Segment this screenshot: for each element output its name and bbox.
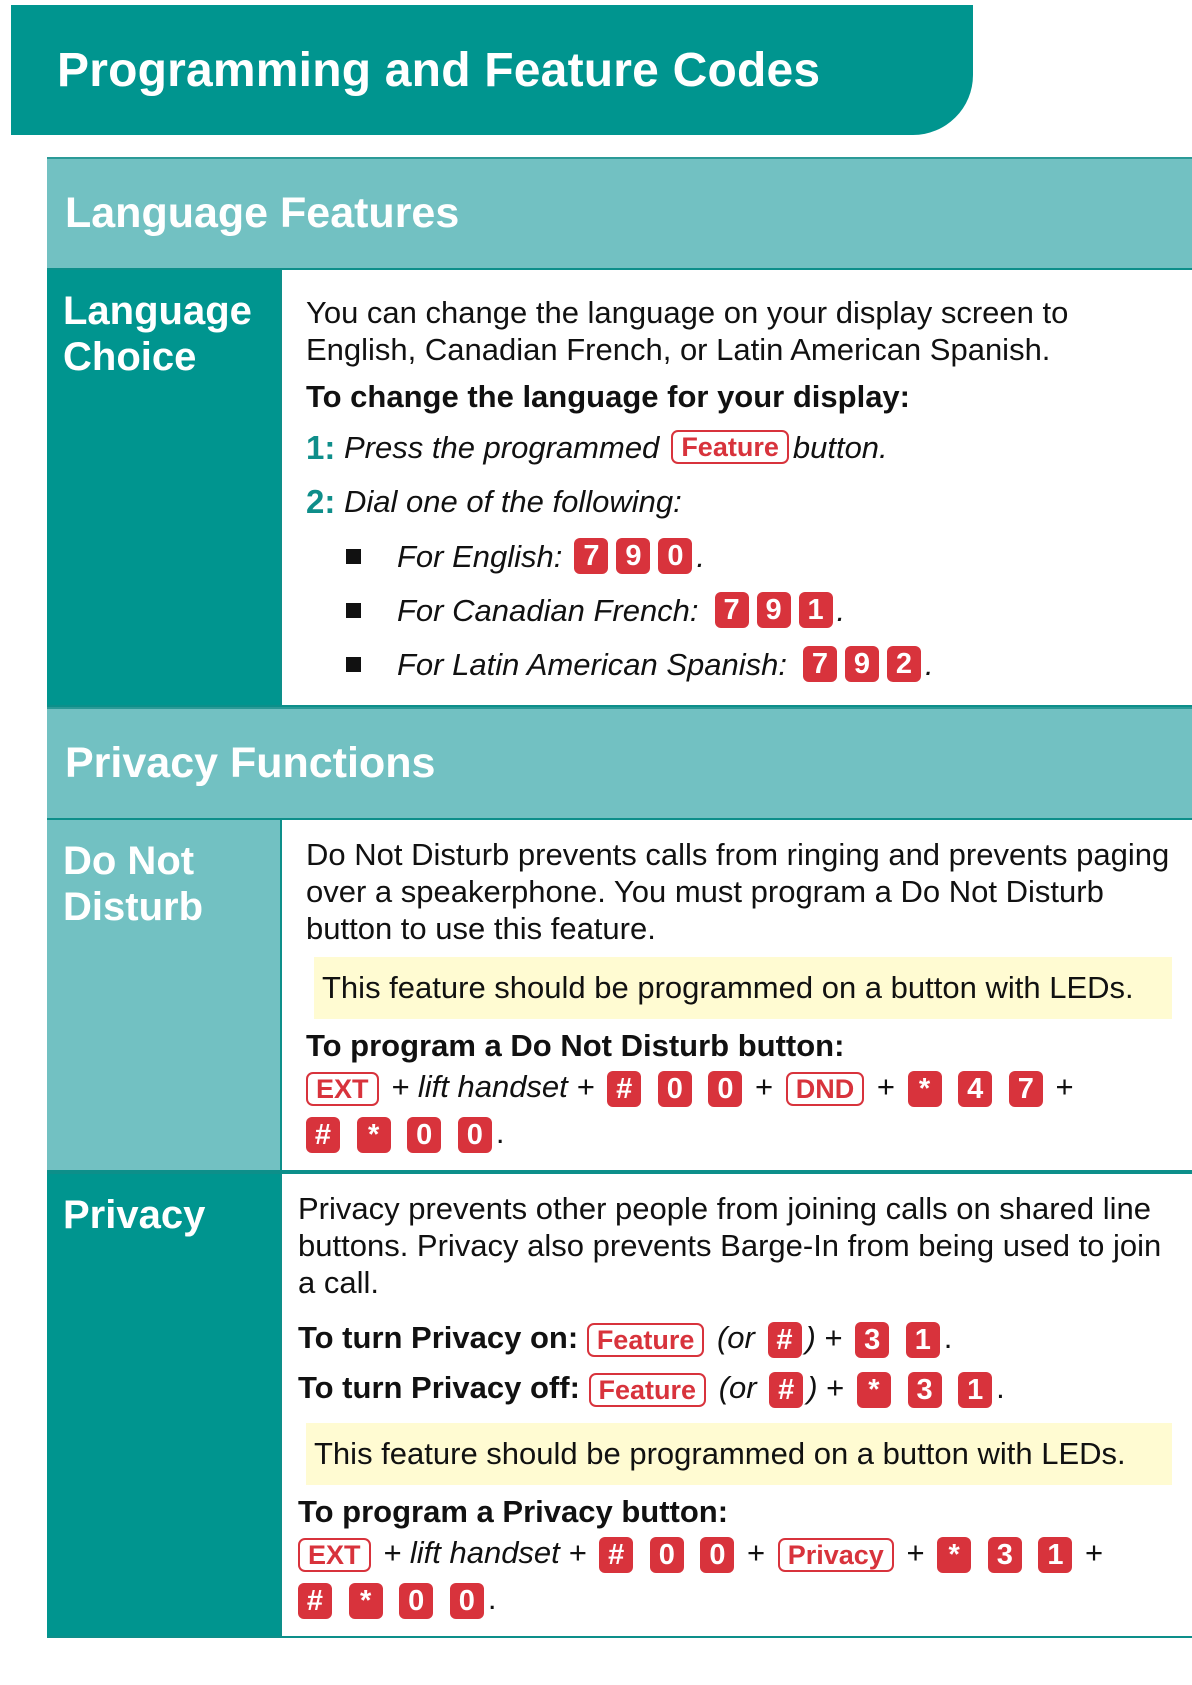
language-options	[306, 529, 1172, 691]
step-text: Dial one of the following:	[344, 483, 682, 519]
language-option: For Canadian French: 7 9 1 .	[306, 583, 1172, 637]
language-heading: To change the language for your display:	[306, 379, 911, 414]
key-1: 1	[906, 1322, 940, 1358]
key-hash: #	[769, 1372, 803, 1408]
or-text: (or	[718, 1370, 757, 1405]
privacy-off-label: To turn Privacy off:	[298, 1370, 580, 1405]
privacy-program-sequence: EXT + lift handset + # 0 0 + Privacy + * 3 1 + # * 0 0 .	[298, 1530, 1172, 1622]
bullet-square-icon	[346, 603, 361, 618]
key-0: 0	[650, 1537, 684, 1573]
step-number: 1:	[306, 428, 336, 466]
privacy-off-line: To turn Privacy off: Feature (or # ) + * 3 1 .	[298, 1370, 1005, 1406]
title-banner	[11, 5, 973, 135]
do-not-disturb-row	[47, 820, 1192, 1174]
content	[47, 157, 1192, 1638]
language-choice-body	[280, 270, 1192, 705]
key-hash: #	[607, 1071, 641, 1107]
lift-handset-text: + lift handset +	[383, 1535, 587, 1570]
option-label: For Canadian French:	[397, 592, 699, 628]
key-3: 3	[855, 1322, 889, 1358]
privacy-section-header	[47, 707, 1192, 820]
key-hash: #	[306, 1117, 340, 1153]
key-9: 9	[757, 592, 791, 628]
key-0: 0	[700, 1537, 734, 1573]
bullet-square-icon	[346, 657, 361, 672]
privacy-button-label: Privacy	[778, 1538, 894, 1572]
or-text: (or	[716, 1320, 755, 1355]
key-7: 7	[1009, 1071, 1043, 1107]
privacy-program-heading: To program a Privacy button:	[298, 1494, 729, 1529]
key-2: 2	[887, 646, 921, 682]
key-0: 0	[399, 1583, 433, 1619]
language-section-header	[47, 157, 1192, 270]
feature-button-label: Feature	[589, 1373, 707, 1407]
key-star: *	[857, 1372, 891, 1408]
dnd-intro: Do Not Disturb prevents calls from ringing and prevents paging over a speakerphone. You must program a Do Not Disturb button to use this feature.	[306, 837, 1170, 946]
privacy-row	[47, 1174, 1192, 1638]
language-option: For Latin American Spanish: 7 9 2 .	[306, 637, 1172, 691]
do-not-disturb-label: Do Not Disturb	[47, 820, 280, 1170]
privacy-body	[280, 1174, 1192, 1636]
key-9: 9	[845, 646, 879, 682]
language-section-title: Language Features	[65, 189, 460, 237]
dnd-button-label: DND	[786, 1072, 865, 1106]
page-title: Programming and Feature Codes	[57, 44, 821, 97]
key-7: 7	[803, 646, 837, 682]
privacy-intro: Privacy prevents other people from joining calls on shared line buttons. Privacy also prevents Barge-In from being used to join a call.	[298, 1191, 1162, 1300]
key-hash: #	[599, 1537, 633, 1573]
step-text: Press the programmed	[344, 429, 660, 465]
key-7: 7	[715, 592, 749, 628]
key-3: 3	[988, 1537, 1022, 1573]
bullet-square-icon	[346, 549, 361, 564]
key-hash: #	[768, 1322, 802, 1358]
key-0: 0	[407, 1117, 441, 1153]
key-0: 0	[458, 1117, 492, 1153]
do-not-disturb-body	[280, 820, 1192, 1170]
privacy-section-title: Privacy Functions	[65, 739, 436, 787]
key-star: *	[357, 1117, 391, 1153]
privacy-note: This feature should be programmed on a button with LEDs.	[306, 1423, 1172, 1485]
step-number: 2:	[306, 482, 336, 520]
language-intro: You can change the language on your display screen to English, Canadian French, or Latin American Spanish.	[306, 295, 1069, 367]
dnd-program-sequence: EXT + lift handset + # 0 0 + DND + * 4 7 + # * 0 0 .	[306, 1064, 1172, 1156]
privacy-on-label: To turn Privacy on:	[298, 1320, 579, 1355]
language-option: For English: 7 9 0 .	[306, 529, 1172, 583]
key-star: *	[937, 1537, 971, 1573]
key-1: 1	[958, 1372, 992, 1408]
dnd-program-heading: To program a Do Not Disturb button:	[306, 1028, 845, 1063]
language-step-2	[306, 479, 1172, 523]
key-0: 0	[658, 538, 692, 574]
key-star: *	[349, 1583, 383, 1619]
ext-button-label: EXT	[298, 1538, 371, 1572]
key-1: 1	[1038, 1537, 1072, 1573]
key-hash: #	[298, 1583, 332, 1619]
key-0: 0	[708, 1071, 742, 1107]
close-paren: )	[805, 1320, 816, 1355]
key-0: 0	[450, 1583, 484, 1619]
ext-button-label: EXT	[306, 1072, 379, 1106]
feature-button-label: Feature	[671, 430, 789, 464]
option-label: For English:	[397, 538, 563, 574]
dnd-note: This feature should be programmed on a button with LEDs.	[314, 957, 1172, 1019]
key-1: 1	[799, 592, 833, 628]
key-0: 0	[658, 1071, 692, 1107]
key-9: 9	[616, 538, 650, 574]
key-star: *	[908, 1071, 942, 1107]
step-text: button.	[792, 429, 888, 465]
feature-button-label: Feature	[587, 1323, 705, 1357]
key-4: 4	[958, 1071, 992, 1107]
key-7: 7	[574, 538, 608, 574]
language-choice-label: Language Choice	[47, 270, 280, 705]
option-label: For Latin American Spanish:	[397, 646, 787, 682]
close-paren: )	[807, 1370, 818, 1405]
language-step-1	[306, 425, 1172, 469]
key-3: 3	[908, 1372, 942, 1408]
privacy-label: Privacy	[47, 1174, 280, 1636]
lift-handset-text: + lift handset +	[391, 1069, 595, 1104]
privacy-on-line: To turn Privacy on: Feature (or # ) + 3 1 .	[298, 1320, 953, 1356]
language-choice-row	[47, 270, 1192, 707]
